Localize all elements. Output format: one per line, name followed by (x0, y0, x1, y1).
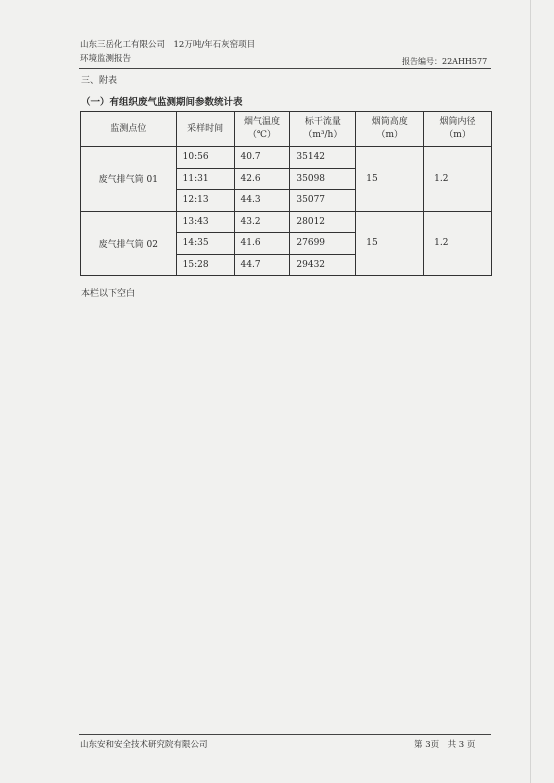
parameter-table (80, 111, 492, 276)
cell-temp: 44.3 (234, 190, 290, 212)
header-flue-gas-temp: 烟气温度 （℃） (234, 112, 290, 147)
cell-flow: 35142 (290, 147, 356, 169)
table-title: （一）有组织废气监测期间参数统计表 (81, 97, 243, 108)
cell-flow: 27699 (290, 233, 356, 255)
section-title: 三、附表 (81, 76, 118, 86)
cell-diameter: 1.2 (424, 211, 492, 276)
cell-time: 12:13 (176, 190, 234, 212)
cell-time: 13:43 (176, 211, 234, 233)
cell-height: 15 (356, 147, 424, 212)
report-number: 报告编号：22AHH577 (402, 57, 488, 66)
header-company-project: 山东三岳化工有限公司 12万吨/年石灰窑项目 (80, 40, 256, 50)
table-header-row (81, 112, 492, 147)
cell-time: 10:56 (176, 147, 234, 169)
cell-temp: 42.6 (234, 168, 290, 190)
cell-flow: 35077 (290, 190, 356, 212)
header-sampling-time: 采样时间 (176, 112, 234, 147)
cell-point: 废气排气筒 01 (81, 147, 177, 212)
cell-temp: 44.7 (234, 254, 290, 276)
header-monitoring-point: 监测点位 (81, 112, 177, 147)
header-stack-height: 烟筒高度 （m） (356, 112, 424, 147)
header-stack-diameter: 烟筒内径 （m） (424, 112, 492, 147)
table-row (81, 211, 492, 233)
header-standard-dry-flow: 标干流量 （m³/h） (290, 112, 356, 147)
scan-edge-line (530, 0, 531, 783)
cell-diameter: 1.2 (424, 147, 492, 212)
footer-organization: 山东安和安全技术研究院有限公司 (80, 740, 208, 750)
cell-temp: 40.7 (234, 147, 290, 169)
blank-below-note: 本栏以下空白 (81, 289, 136, 299)
header-divider (79, 68, 491, 69)
cell-time: 14:35 (176, 233, 234, 255)
footer-divider (79, 734, 491, 735)
cell-flow: 29432 (290, 254, 356, 276)
cell-time: 15:28 (176, 254, 234, 276)
cell-time: 11:31 (176, 168, 234, 190)
table-row (81, 147, 492, 169)
cell-flow: 28012 (290, 211, 356, 233)
cell-height: 15 (356, 211, 424, 276)
cell-flow: 35098 (290, 168, 356, 190)
header-report-type: 环境监测报告 (80, 54, 132, 64)
cell-temp: 41.6 (234, 233, 290, 255)
cell-temp: 43.2 (234, 211, 290, 233)
footer-page-number: 第 3页 共 3 页 (414, 740, 476, 750)
cell-point: 废气排气筒 02 (81, 211, 177, 276)
